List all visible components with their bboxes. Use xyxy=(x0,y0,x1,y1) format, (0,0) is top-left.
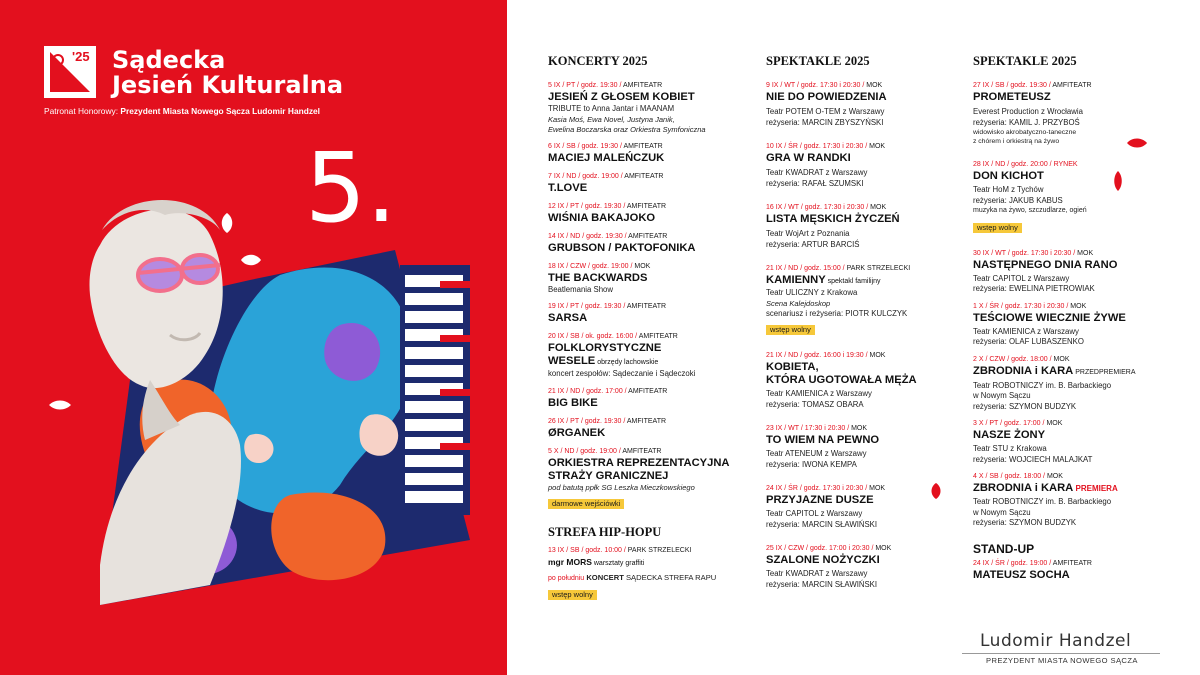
event-date: 24 IX / ŚR / godz. 17:30 i 20:30 / xyxy=(766,485,868,492)
event-title xyxy=(973,482,1163,495)
event-item xyxy=(766,142,956,189)
event-title-note: spektakl familijny xyxy=(825,278,881,285)
patron-name: Prezydent Miasta Nowego Sącza Ludomir Handzel xyxy=(120,106,321,116)
event-meta xyxy=(548,332,748,342)
event-date: 10 IX / ŚR / godz. 17:30 i 20:30 / xyxy=(766,143,868,150)
event-venue: MOK xyxy=(866,82,883,89)
event-line: Teatr WojArt z Poznania xyxy=(766,229,850,238)
event-date: 12 IX / PT / godz. 19:30 / xyxy=(548,202,626,210)
event-title-text: ZBRODNIA i KARA xyxy=(973,482,1074,494)
event-line xyxy=(548,573,748,585)
event-title: GRUBSON / PAKTOFONIKA xyxy=(548,241,696,254)
event-venue: AMFITEATR xyxy=(622,447,662,455)
event-date: 20 IX / SB / ok. godz. 16:00 / xyxy=(548,333,638,340)
concerts-column xyxy=(548,54,748,609)
event-line: Teatr CAPITOL z Warszawy xyxy=(973,273,1070,283)
event-line: w Nowym Sączu xyxy=(973,391,1031,400)
event-venue: MOK xyxy=(1077,249,1094,257)
edition-number: 5. xyxy=(305,132,397,244)
event-venue: AMFITEATR xyxy=(628,232,668,240)
piano-keys xyxy=(400,265,470,515)
event-title-text: KAMIENNY xyxy=(766,274,826,286)
event-title: BIG BIKE xyxy=(548,396,598,409)
event-date: 23 IX / WT / 17:30 i 20:30 / xyxy=(766,425,850,432)
event-venue: RYNEK xyxy=(1053,161,1078,168)
event-item xyxy=(548,447,748,511)
event-meta xyxy=(766,81,956,91)
leaf-icon xyxy=(48,398,72,412)
event-meta xyxy=(766,203,956,213)
event-venue: AMFITEATR xyxy=(626,202,667,210)
event-venue: MOK xyxy=(634,262,651,270)
event-title: ORKIESTRA REPREZENTACYJNA xyxy=(548,456,730,469)
event-line: reżyseria: ARTUR BARCIŚ xyxy=(766,239,860,249)
event-venue: MOK xyxy=(1053,355,1070,363)
event-title: T.LOVE xyxy=(548,181,588,194)
event-date: 13 IX / SB / godz. 10:00 / xyxy=(548,546,626,554)
event-title: DON KICHOT xyxy=(973,170,1044,182)
event-meta xyxy=(766,351,956,361)
festival-title xyxy=(112,48,343,98)
event-item xyxy=(548,546,748,603)
event-line: reżyseria: OLAF LUBASZENKO xyxy=(973,337,1084,346)
event-meta xyxy=(973,559,1163,569)
event-title xyxy=(973,365,1163,379)
standup-heading: STAND-UP xyxy=(973,541,1035,556)
event-item xyxy=(973,472,1163,529)
mayor-role: PREZYDENT MIASTA NOWEGO SĄCZA xyxy=(986,656,1138,665)
event-meta xyxy=(548,417,748,427)
event-date: 7 IX / ND / godz. 19:00 / xyxy=(548,172,623,180)
event-venue: AMFITEATR xyxy=(626,417,667,425)
event-line: Teatr ULICZNY z Krakowa xyxy=(766,288,858,297)
event-venue: MOK xyxy=(875,545,892,552)
event-item xyxy=(973,355,1163,413)
premiere-label: PREMIERA xyxy=(1073,484,1118,493)
event-title: KOBIETA, xyxy=(766,361,819,373)
leaf-icon xyxy=(928,482,944,500)
event-meta xyxy=(766,264,956,274)
event-venue: MOK xyxy=(851,425,868,432)
event-line: reżyseria: IWONA KEMPA xyxy=(766,459,857,469)
event-item xyxy=(548,202,748,225)
event-date: 21 IX / ND / godz. 15:00 / xyxy=(766,265,845,272)
event-date: 26 IX / PT / godz. 19:30 / xyxy=(548,417,626,425)
event-venue: AMFITEATR xyxy=(626,303,667,310)
event-title-2-text: WESELE xyxy=(548,355,596,367)
leaf-icon xyxy=(1126,136,1148,150)
event-date: 18 IX / CZW / godz. 19:00 / xyxy=(548,262,633,270)
event-line: Teatr ROBOTNICZY im. B. Barbackiego xyxy=(973,380,1112,390)
event-line: Teatr HoM z Tychów xyxy=(973,185,1044,194)
event-item xyxy=(548,262,748,296)
free-entry-badge: wstęp wolny xyxy=(548,590,597,600)
event-venue: AMFITEATR xyxy=(628,387,668,395)
event-item xyxy=(548,332,748,380)
event-meta xyxy=(548,232,748,242)
event-meta xyxy=(973,81,1163,91)
event-meta xyxy=(548,447,748,457)
hiphop-heading: STREFA HIP-HOPU xyxy=(548,524,662,539)
event-title: SARSA xyxy=(548,312,588,324)
event-line: Teatr POTEM O-TEM z Warszawy xyxy=(766,107,885,116)
event-meta xyxy=(766,142,956,152)
event-venue: MOK xyxy=(869,143,886,150)
event-item xyxy=(548,81,748,135)
event-meta xyxy=(548,202,748,212)
event-meta xyxy=(973,160,1163,170)
event-title-note: obrzędy lachowskie xyxy=(595,359,659,366)
theatre-heading: SPEKTAKLE 2025 xyxy=(973,54,1077,68)
event-venue: AMFITEATR xyxy=(638,333,678,340)
event-item xyxy=(973,419,1163,465)
event-date: 2 X / CZW / godz. 18:00 / xyxy=(973,355,1052,363)
theatre-column-2 xyxy=(973,54,1163,589)
event-item xyxy=(766,264,956,337)
event-item xyxy=(548,142,748,165)
event-line-italic: Scena Kalejdoskop xyxy=(766,298,831,308)
theatre-column-1 xyxy=(766,54,956,597)
event-item xyxy=(548,302,748,325)
honorary-patronage xyxy=(44,106,320,116)
event-date: 21 IX / ND / godz. 17:00 / xyxy=(548,387,627,395)
festival-logo xyxy=(44,46,96,98)
event-venue: MOK xyxy=(1046,473,1063,480)
event-line: Teatr CAPITOL z Warszawy xyxy=(766,509,863,518)
event-venue: MOK xyxy=(869,485,886,492)
event-title: FOLKLORYSTYCZNE xyxy=(548,342,662,354)
event-date: 30 IX / WT / godz. 17:30 i 20:30 / xyxy=(973,249,1076,257)
event-date: 1 X / ŚR / godz. 17:30 i 20:30 / xyxy=(973,302,1069,310)
event-title: NASTĘPNEGO DNIA RANO xyxy=(973,258,1118,271)
event-title: NASZE ŻONY xyxy=(973,429,1046,441)
event-date: 16 IX / WT / godz. 17:30 i 20:30 / xyxy=(766,204,869,211)
event-meta xyxy=(548,172,748,182)
event-line: reżyseria: EWELINA PIETROWIAK xyxy=(973,284,1095,293)
event-item xyxy=(973,249,1163,295)
event-line: reżyseria: TOMASZ OBARA xyxy=(766,399,864,409)
event-subline-red: po południu xyxy=(548,574,585,582)
event-item xyxy=(548,417,748,440)
event-venue: MOK xyxy=(869,352,886,359)
event-item xyxy=(548,387,748,410)
event-date: 19 IX / PT / godz. 19:30 / xyxy=(548,303,626,310)
event-title: LISTA MĘSKICH ŻYCZEŃ xyxy=(766,213,900,225)
event-title: GRA W RANDKI xyxy=(766,152,851,164)
event-line: Teatr KAMIENICA z Warszawy xyxy=(973,326,1079,336)
concerts-heading: KONCERTY 2025 xyxy=(548,54,648,68)
event-line: koncert zespołów: Sądeczanie i Sądeczoki xyxy=(548,369,696,378)
event-title: MACIEJ MALEŃCZUK xyxy=(548,151,665,164)
event-line: scenariusz i reżyseria: PIOTR KULCZYK xyxy=(766,308,908,318)
event-venue: MOK xyxy=(1046,420,1063,427)
event-line-italic: Ewelina Boczarska oraz Orkiestra Symfoniczna xyxy=(548,124,706,134)
preview-label: PRZEDPREMIERA xyxy=(1073,368,1136,376)
hero-panel xyxy=(0,0,507,675)
event-title: WIŚNIA BAKAJOKO xyxy=(548,211,656,224)
event-date: 25 IX / CZW / godz. 17:00 i 20:30 / xyxy=(766,545,874,552)
event-line: reżyseria: SZYMON BUDZYK xyxy=(973,401,1077,411)
free-entry-badge: wstęp wolny xyxy=(973,223,1022,233)
event-item xyxy=(766,351,956,410)
event-title: PROMETEUSZ xyxy=(973,91,1051,103)
event-title: SZALONE NOŻYCZKI xyxy=(766,554,880,566)
event-meta xyxy=(973,472,1163,482)
event-line: muzyka na żywo, szczudlarze, ogień xyxy=(973,207,1087,214)
event-item xyxy=(973,160,1163,235)
event-line: reżyseria: JAKUB KABUS xyxy=(973,195,1063,205)
event-line: Beatlemania Show xyxy=(548,284,614,294)
event-line: Teatr STU z Krakowa xyxy=(973,444,1047,453)
event-date: 5 X / ND / godz. 19:00 / xyxy=(548,447,621,455)
event-item xyxy=(766,424,956,470)
event-meta xyxy=(973,355,1163,365)
event-title xyxy=(548,556,748,570)
patron-label: Patronat Honorowy: xyxy=(44,106,119,116)
event-item xyxy=(766,81,956,128)
event-meta xyxy=(548,81,748,91)
event-item xyxy=(548,232,748,255)
event-venue: AMFITEATR xyxy=(624,172,664,180)
event-title: JESIEŃ Z GŁOSEM KOBIET xyxy=(548,91,695,103)
event-date: 14 IX / ND / godz. 19:30 / xyxy=(548,232,627,240)
event-meta xyxy=(548,546,748,556)
event-title xyxy=(766,274,956,288)
theatre-heading: SPEKTAKLE 2025 xyxy=(766,54,870,68)
event-meta xyxy=(548,262,748,272)
event-line-italic: Kasia Moś, Ewa Novel, Justyna Janik, xyxy=(548,114,675,124)
event-venue: MOK xyxy=(870,204,887,211)
event-line: reżyseria: KAMIL J. PRZYBOŚ xyxy=(973,117,1080,127)
event-venue: MOK xyxy=(1070,302,1087,310)
signature-divider xyxy=(962,653,1160,654)
event-venue: AMFITEATR xyxy=(623,142,663,150)
event-title: TO WIEM NA PEWNO xyxy=(766,434,880,446)
event-subline-bold: KONCERT xyxy=(584,572,624,582)
event-date: 6 IX / SB / godz. 19:30 / xyxy=(548,142,622,150)
event-meta xyxy=(973,249,1163,259)
event-item xyxy=(766,203,956,250)
event-date: 21 IX / ND / godz. 16:00 i 19:30 / xyxy=(766,352,868,359)
event-title: TEŚCIOWE WIECZNIE ŻYWE xyxy=(973,311,1126,324)
event-line: TRIBUTE to Anna Jantar i MAANAM xyxy=(548,104,675,113)
event-line-italic: pod batutą ppłk SG Leszka Mieczkowskiego xyxy=(548,482,695,492)
event-line: Teatr KAMIENICA z Warszawy xyxy=(766,389,872,398)
event-date: 5 IX / PT / godz. 19:30 / xyxy=(548,82,622,89)
event-title-text: mgr MORS xyxy=(548,556,592,567)
event-line: reżyseria: MARCIN ZBYSZYŃSKI xyxy=(766,117,884,127)
mayor-signature: Ludomir Handzel xyxy=(980,631,1132,651)
event-venue: PARK STRZELECKI xyxy=(846,265,911,272)
event-line: Teatr KWADRAT z Warszawy xyxy=(766,569,868,578)
event-title-2: KTÓRA UGOTOWAŁA MĘŻA xyxy=(766,374,917,386)
event-title-note: warsztaty graffiti xyxy=(591,559,645,567)
event-title-2 xyxy=(548,355,748,369)
event-date: 24 IX / ŚR / godz. 19:00 / xyxy=(973,559,1052,567)
event-meta xyxy=(973,419,1163,429)
event-venue: AMFITEATR xyxy=(622,82,663,89)
event-line: Teatr ATENEUM z Warszawy xyxy=(766,449,867,458)
event-meta xyxy=(548,142,748,152)
leaf-icon xyxy=(1112,170,1124,192)
event-line: Teatr ROBOTNICZY im. B. Barbackiego xyxy=(973,497,1112,506)
title-line-1: Sądecka xyxy=(112,46,226,74)
event-item xyxy=(973,559,1163,582)
event-line: w Nowym Sączu xyxy=(973,507,1031,517)
event-title: NIE DO POWIEDZENIA xyxy=(766,91,887,103)
event-meta xyxy=(973,302,1163,312)
event-line-small: widowisko akrobatyczno-taneczne xyxy=(973,129,1077,136)
event-subline-rest: SĄDECKA STREFA RAPU xyxy=(623,572,717,582)
event-meta xyxy=(766,424,956,434)
event-venue: PARK STRZELECKI xyxy=(627,546,692,554)
event-meta xyxy=(548,387,748,397)
event-venue: AMFITEATR xyxy=(1052,559,1092,567)
event-item xyxy=(766,544,956,590)
event-venue: AMFITEATR xyxy=(1052,82,1092,89)
logo-year: '25 xyxy=(72,49,90,64)
title-line-2: Jesień Kulturalna xyxy=(112,71,344,99)
leaf-icon xyxy=(218,212,236,234)
statue-collage-illustration xyxy=(40,185,480,625)
event-title-text: ZBRODNIA i KARA xyxy=(973,364,1074,377)
event-line: Teatr KWADRAT z Warszawy xyxy=(766,168,868,177)
event-title: THE BACKWARDS xyxy=(548,271,648,284)
event-date: 4 X / SB / godz. 18:00 / xyxy=(973,473,1045,480)
event-date: 28 IX / ND / godz. 20:00 / xyxy=(973,161,1052,168)
event-date: 3 X / PT / godz. 17:00 / xyxy=(973,420,1045,427)
free-entry-badge: darmowe wejściówki xyxy=(548,499,624,509)
free-entry-badge: wstęp wolny xyxy=(766,325,815,335)
event-line: Everest Production z Wrocławia xyxy=(973,107,1083,116)
event-date: 9 IX / WT / godz. 17:30 i 20:30 / xyxy=(766,82,865,89)
event-line: reżyseria: MARCIN SŁAWIŃSKI xyxy=(766,579,878,589)
event-date: 27 IX / SB / godz. 19:30 / xyxy=(973,82,1051,89)
event-meta xyxy=(766,544,956,554)
event-line-small: z chórem i orkiestrą na żywo xyxy=(973,138,1060,145)
event-line: reżyseria: MARCIN SŁAWIŃSKI xyxy=(766,519,878,529)
leaf-icon xyxy=(240,252,262,268)
event-item xyxy=(973,302,1163,348)
event-title: PRZYJAZNE DUSZE xyxy=(766,494,874,506)
event-line: reżyseria: WOJCIECH MALAJKAT xyxy=(973,454,1093,464)
event-line: reżyseria: RAFAŁ SZUMSKI xyxy=(766,178,864,188)
event-item xyxy=(548,172,748,195)
event-meta xyxy=(548,302,748,312)
event-title: ØRGANEK xyxy=(548,426,606,439)
event-line: reżyseria: SZYMON BUDZYK xyxy=(973,518,1077,527)
event-title-2: STRAŻY GRANICZNEJ xyxy=(548,469,669,482)
event-title: MATEUSZ SOCHA xyxy=(973,568,1070,581)
